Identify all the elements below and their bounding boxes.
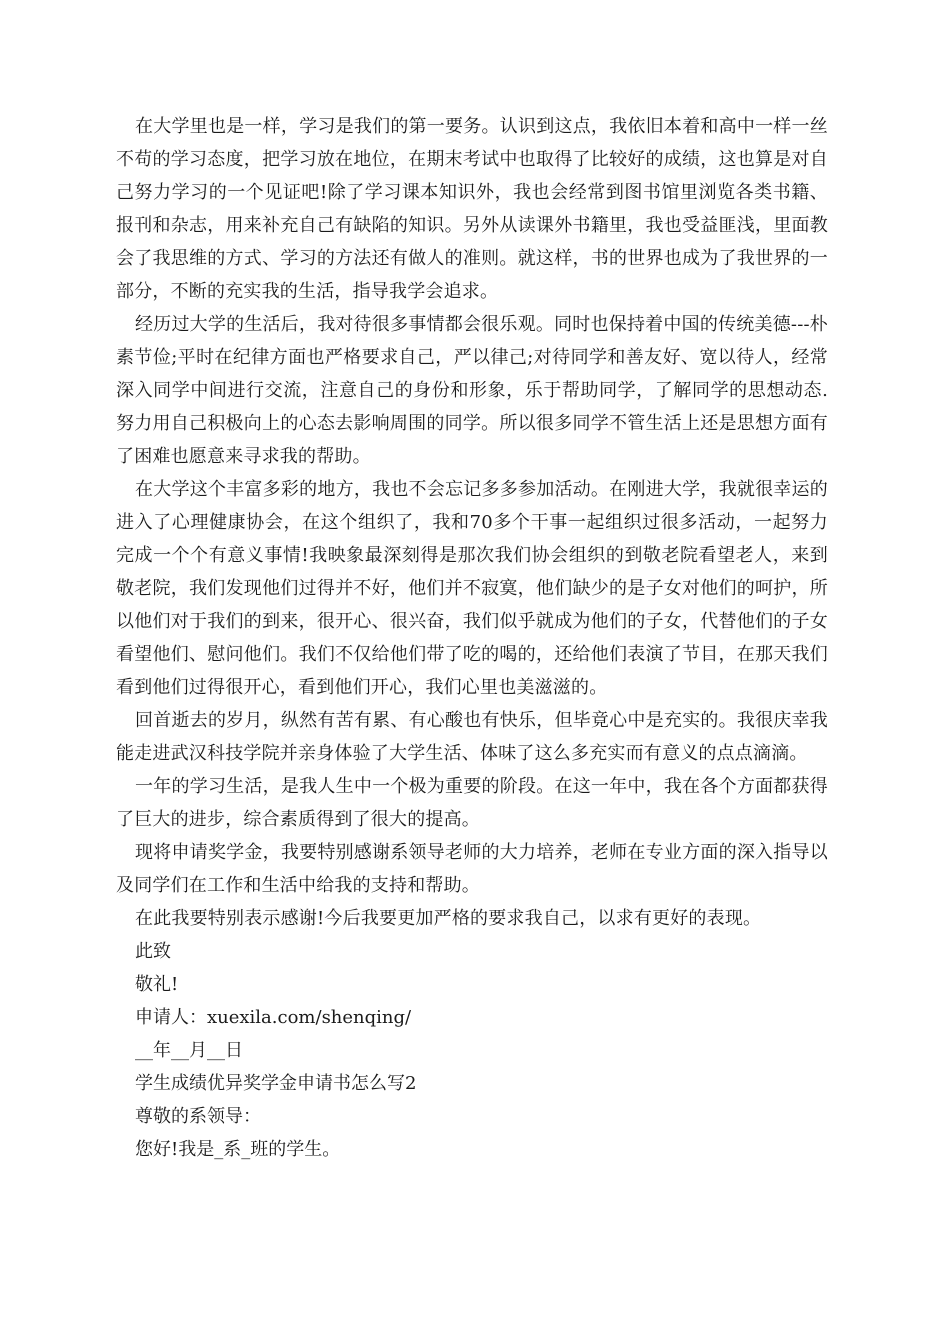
paragraph-reflection: 回首逝去的岁月，纵然有苦有累、有心酸也有快乐，但毕竟心中是充实的。我很庆幸我能走进武汉科技学院并亲身体验了大学生活、体味了这么多充实而有意义的点点滴滴。 xyxy=(116,710,828,764)
paragraph-attitude: 经历过大学的生活后，我对待很多事情都会很乐观。同时也保持着中国的传统美德---朴素节俭;平时在纪律方面也严格要求自己，严以律己;对待同学和善友好、宽以待人，经常深入同学中间进行交流，注意自己的身份和形象，乐于帮助同学，了解同学的思想动态.努力用自己积极向上的心态去影响周围的同学。所以很多同学不管生活上还是思想方面有了困难也愿意来寻求我的帮助。 xyxy=(116,314,828,467)
paragraph-study: 在大学里也是一样，学习是我们的第一要务。认识到这点，我依旧本着和高中一样一丝不苟的学习态度，把学习放在地位，在期末考试中也取得了比较好的成绩，这也算是对自己努力学习的一个见证吧!除了学习课本知识外，我也会经常到图书馆里浏览各类书籍、报刊和杂志，用来补充自己有缺陷的知识。另外从读课外书籍里，我也受益匪浅，里面教会了我思维的方式、学习的方法还有做人的准则。就这样，书的世界也成为了我世界的一部分，不断的充实我的生活，指导我学会追求。 xyxy=(116,116,828,302)
closing-line: 此致 xyxy=(135,941,171,962)
paragraph-activities: 在大学这个丰富多彩的地方，我也不会忘记多多参加活动。在刚进大学，我就很幸运的进入了心理健康协会，在这个组织了，我和70多个干事一起组织过很多活动，一起努力完成一个个有意义事情!我映象最深刻得是那次我们协会组织的到敬老院看望老人，来到敬老院，我们发现他们过得并不好，他们并不寂寞，他们缺少的是子女对他们的呵护，所以他们对于我们的到来，很开心、很兴奋，我们似乎就成为他们的子女，代替他们的子女看望他们、慰问他们。我们不仅给他们带了吃的喝的，还给他们表演了节目，在那天我们看到他们过得很开心，看到他们开心，我们心里也美滋滋的。 xyxy=(116,479,828,698)
intro-line: 您好!我是_系_班的学生。 xyxy=(135,1139,341,1160)
document-body xyxy=(116,110,828,1166)
paragraph-progress: 一年的学习生活，是我人生中一个极为重要的阶段。在这一年中，我在各个方面都获得了巨大的进步，综合素质得到了很大的提高。 xyxy=(116,776,828,830)
salute-line: 敬礼! xyxy=(135,974,179,995)
date-line: __年__月__日 xyxy=(135,1040,243,1061)
section-title: 学生成绩优异奖学金申请书怎么写2 xyxy=(135,1073,417,1094)
applicant-line: 申请人：xuexila.com/shenqing/ xyxy=(135,1007,412,1028)
paragraph-thanks: 现将申请奖学金，我要特别感谢系领导老师的大力培养，老师在专业方面的深入指导以及同学们在工作和生活中给我的支持和帮助。 xyxy=(116,842,828,896)
paragraph-commitment: 在此我要特别表示感谢!今后我要更加严格的要求我自己，以求有更好的表现。 xyxy=(135,908,762,929)
greeting-line: 尊敬的系领导： xyxy=(135,1106,261,1127)
